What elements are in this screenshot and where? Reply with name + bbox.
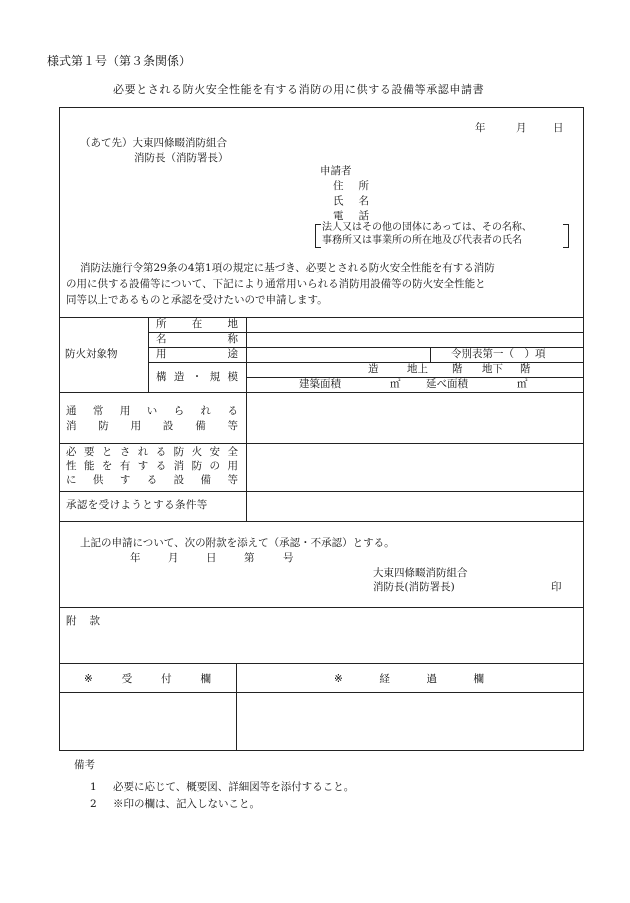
remark-number: 1 [90,781,97,793]
structure-below-ground: 地下 [482,363,503,375]
divider [148,317,149,392]
fire-object-label: 防火対象物 [65,348,118,360]
decision-go: 号 [283,552,294,564]
decision-month: 月 [168,552,179,564]
structure-floor1: 階 [452,363,463,375]
form-number: 様式第１号（第３条関係） [47,54,192,68]
note-bracket-right [563,224,569,248]
divider [59,443,584,444]
decision-day: 日 [206,552,217,564]
normal-equipment-label-line2: 消 防 用 設 備 等 [66,420,238,432]
divider [59,317,584,318]
divider [59,491,584,492]
decision-org: 大東四條畷消防組合 [373,567,468,579]
divider [59,692,584,693]
divider [246,377,584,378]
applicant-note-line1: 法人又はその他の団体にあっては、その名称、 [322,222,532,233]
decision-chief: 消防長(消防署長) [373,581,455,593]
body-text-line1: 消防法施行令第29条の4第1項の規定に基づき、必要とされる防火安全性能を有する消防 [80,262,495,274]
structure-above-ground: 地上 [407,363,428,375]
decision-no: 第 [244,552,255,564]
page-title: 必要とされる防火安全性能を有する消防の用に供する設備等承認申請書 [113,83,485,96]
remark-number: 2 [90,798,97,810]
decision-year: 年 [130,552,141,564]
total-floor-area-label: 延べ面積 [426,378,468,390]
building-area-unit: ㎡ [390,378,401,390]
divider [59,663,584,664]
conditions-label: 承認を受けようとする条件等 [66,499,208,511]
applicant-phone-label: 電 話 [333,210,369,222]
applicant-heading: 申請者 [320,165,352,177]
structure-label: 構 造 ・ 規 模 [156,371,238,383]
seal-mark: 印 [551,581,562,593]
total-floor-area-unit: ㎡ [517,378,528,390]
normal-equipment-label-line1: 通 常 用 い ら れ る [66,405,238,417]
divider [59,521,584,522]
divider [148,362,584,363]
divider [59,607,584,608]
remark-text: 必要に応じて、概要図、詳細図等を添付すること。 [113,781,355,793]
building-area-label: 建築面積 [299,378,341,390]
applicant-name-label: 氏 名 [333,195,369,207]
attachment-label: 附 款 [66,615,100,627]
remark-text: ※印の欄は、記入しないこと。 [113,798,260,810]
name-label: 名 称 [156,333,238,345]
location-label: 所 在 地 [156,318,238,330]
required-equipment-label-line3: に 供 す る 設 備 等 [66,474,238,486]
required-equipment-label-line2: 性 能 を 有 す る 消 防 の 用 [66,460,238,472]
structure-floor2: 階 [520,363,531,375]
divider [59,392,584,393]
body-text-line2: の用に供する設備等について、下記により通常用いられる消防用設備等の防火安全性能と [66,278,486,290]
addressee-line1: （あて先）大東四條畷消防組合 [80,137,227,149]
reception-column-header: ※ 受 付 欄 [84,673,211,685]
date-month-label: 月 [516,122,527,134]
date-year-label: 年 [475,122,486,134]
note-bracket-left [315,224,321,248]
structure-zo: 造 [368,363,379,375]
divider [246,317,247,521]
use-class-label: 令別表第一（ ）項 [451,348,546,360]
remarks-heading: 備考 [74,759,95,771]
use-label: 用 途 [156,348,238,360]
divider [148,332,584,333]
divider [236,663,237,751]
progress-column-header: ※ 経 過 欄 [334,673,484,685]
applicant-note-line2: 事務所又は事業所の所在地及び代表者の氏名 [322,235,522,246]
required-equipment-label-line1: 必 要 と さ れ る 防 火 安 全 [66,446,238,458]
addressee-line2: 消防長（消防署長） [134,152,229,164]
date-day-label: 日 [553,122,564,134]
decision-text: 上記の申請について、次の附款を添えて（承認・不承認）とする。 [80,537,395,549]
body-text-line3: 同等以上であるものと承認を受けたいので申請します。 [66,294,328,306]
divider [430,347,431,362]
applicant-address-label: 住 所 [333,180,369,192]
